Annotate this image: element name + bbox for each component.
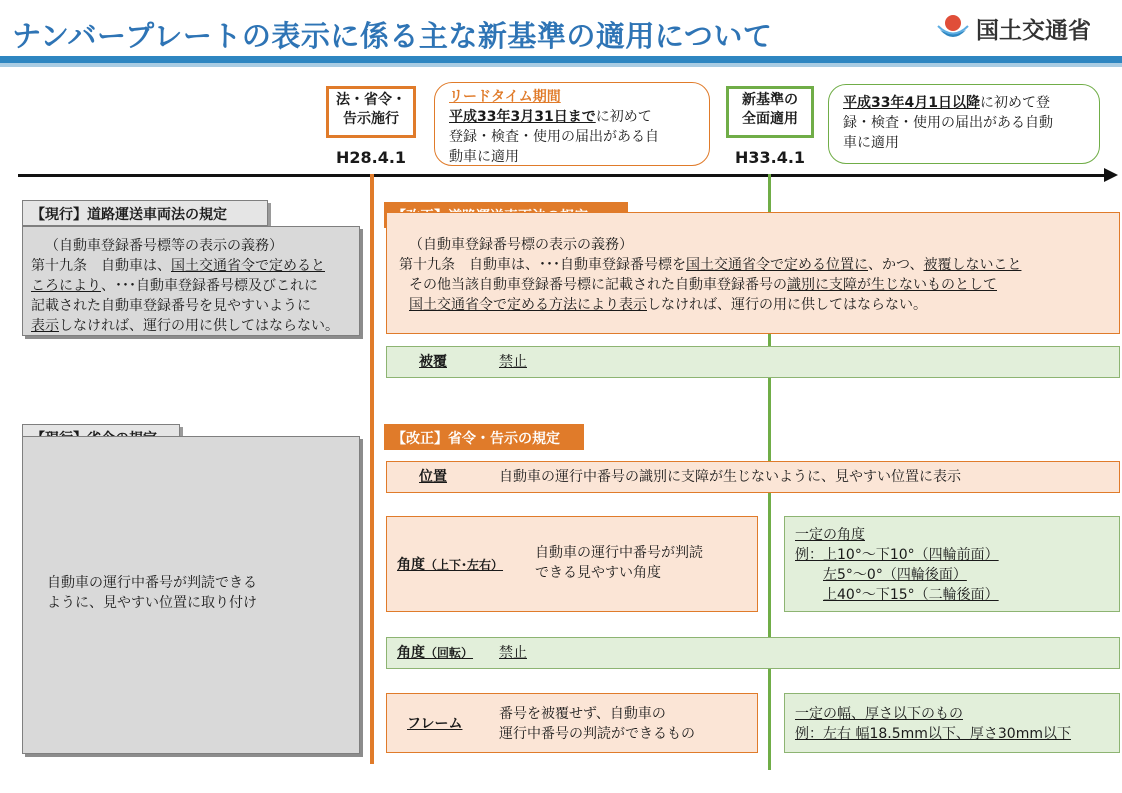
after-line1: に初めて登 — [979, 95, 1050, 111]
page-title: ナンバープレートの表示に係る主な新基準の適用について — [12, 19, 773, 53]
timeline-axis — [18, 174, 1108, 177]
position-row — [386, 461, 1120, 493]
angle-spec — [784, 516, 1120, 612]
angle-spec-line3: 上40°～下15°（二輪後面） — [823, 587, 999, 603]
angle-spec-title: 一定の角度 — [795, 527, 865, 543]
frame-description — [499, 704, 695, 744]
milestone-enforcement-line1: 法・省令・ — [336, 92, 406, 108]
angle-spec-line1: 例：上10°～下10°（四輪前面） — [795, 547, 999, 563]
lead-time-line3: 動車に適用 — [449, 149, 519, 165]
current-law-ordinance-ref-2: ころにより — [31, 278, 101, 294]
rotation-value: 禁止 — [499, 645, 527, 661]
current-law-article: 第十九条 自動車は、 — [31, 258, 171, 274]
revised-law-position-ref: 国土交通省令で定める位置に — [686, 257, 868, 273]
current-law-tag: 【現行】道路運送車両法の規定 — [22, 200, 268, 226]
revised-law-line2: その他当該自動車登録番号標に記載された自動車登録番号の — [409, 277, 787, 293]
lead-time-line1: に初めて — [595, 109, 652, 125]
after-line2: 録・検査・使用の届出がある自動 — [843, 115, 1053, 131]
frame-row — [386, 693, 758, 753]
revised-law-identification: 識別に支障が生じないものとして — [787, 277, 997, 293]
angle-row — [386, 516, 758, 612]
frame-spec — [784, 693, 1120, 753]
current-ordinance-box — [22, 436, 360, 754]
position-text: 自動車の運行中番号の識別に支障が生じないように、見やすい位置に表示 — [499, 469, 961, 485]
milestone-full-line1: 新基準の — [742, 92, 798, 108]
title-underline-light — [0, 63, 1122, 67]
angle-label-main: 角度 — [397, 557, 425, 573]
revised-law-no-cover: 被覆しないこと — [923, 257, 1022, 273]
rotation-label-main: 角度 — [397, 645, 425, 661]
revised-law-method-ref: 国土交通省令で定める方法により表示 — [409, 297, 647, 313]
frame-desc-line1: 番号を被覆せず、自動車の — [499, 706, 666, 722]
current-law-display: 表示 — [31, 318, 59, 334]
current-law-line3: 記載された自動車登録番号を見やすいように — [31, 298, 311, 314]
timeline-arrowhead-icon — [1104, 168, 1118, 182]
revised-law-conj: 、かつ、 — [868, 257, 924, 273]
current-law-line2: 、･･･自動車登録番号標及びこれに — [101, 278, 318, 294]
milestone-full-line2: 全面適用 — [742, 111, 798, 127]
milestone-enforcement — [326, 86, 416, 138]
frame-desc-line2: 運行中番号の判読ができるもの — [499, 726, 695, 742]
cover-value: 禁止 — [499, 354, 527, 370]
angle-desc-line1: 自動車の運行中番号が判読 — [535, 545, 703, 561]
after-description — [828, 84, 1100, 164]
frame-spec-line1: 例：左右 幅18.5mm以下、厚さ30mm以下 — [795, 726, 1071, 742]
rotation-label — [397, 643, 473, 663]
current-law-line4: しなければ、運行の用に供してはならない。 — [59, 318, 339, 334]
revised-law-box — [386, 212, 1120, 334]
current-law-box — [22, 226, 360, 336]
cover-label: 被覆 — [419, 354, 447, 370]
current-ordinance-line1: 自動車の運行中番号が判読できる — [47, 575, 257, 591]
lead-time-description — [434, 82, 710, 166]
milestone-enforcement-line2: 告示施行 — [343, 111, 399, 127]
mlit-emblem-icon — [936, 10, 970, 44]
rotation-row — [386, 637, 1120, 669]
ministry-logo — [936, 8, 1116, 44]
lead-time-line2: 登録・検査・使用の届出がある自 — [449, 129, 659, 145]
revised-law-heading: （自動車登録番号標の表示の義務） — [409, 237, 633, 253]
angle-label — [397, 555, 503, 575]
enforcement-divider — [370, 174, 374, 764]
position-label: 位置 — [419, 469, 447, 485]
angle-spec-line2: 左5°～0°（四輪後面） — [823, 567, 967, 583]
lead-time-title: リードタイム期間 — [449, 89, 561, 105]
after-line3: 車に適用 — [843, 135, 899, 151]
milestone-full-application — [726, 86, 814, 138]
revised-law-line3: しなければ、運行の用に供してはならない。 — [647, 297, 927, 313]
angle-desc-line2: できる見やすい角度 — [535, 565, 661, 581]
revised-law-article: 第十九条 自動車は、･･･自動車登録番号標を — [399, 257, 686, 273]
angle-description — [535, 543, 703, 583]
current-law-ordinance-ref: 国土交通省令で定めると — [171, 258, 325, 274]
lead-time-deadline: 平成33年3月31日まで — [449, 109, 596, 125]
revised-ordinance-tag: 【改正】省令・告示の規定 — [384, 424, 584, 450]
current-ordinance-line2: ように、見やすい位置に取り付け — [47, 595, 257, 611]
frame-spec-title: 一定の幅、厚さ以下のもの — [795, 706, 963, 722]
cover-row — [386, 346, 1120, 378]
angle-label-sub: （上下･左右） — [425, 558, 504, 572]
rotation-label-sub: （回転） — [425, 646, 474, 660]
after-start-date: 平成33年4月1日以降 — [843, 95, 980, 111]
ministry-name: 国土交通省 — [976, 18, 1091, 44]
frame-label: フレーム — [407, 716, 463, 732]
date-enforcement: H28.4.1 — [335, 148, 407, 167]
title-underline — [0, 56, 1122, 63]
current-law-heading: （自動車登録番号標等の表示の義務） — [45, 238, 283, 254]
date-full-application: H33.4.1 — [734, 148, 806, 167]
